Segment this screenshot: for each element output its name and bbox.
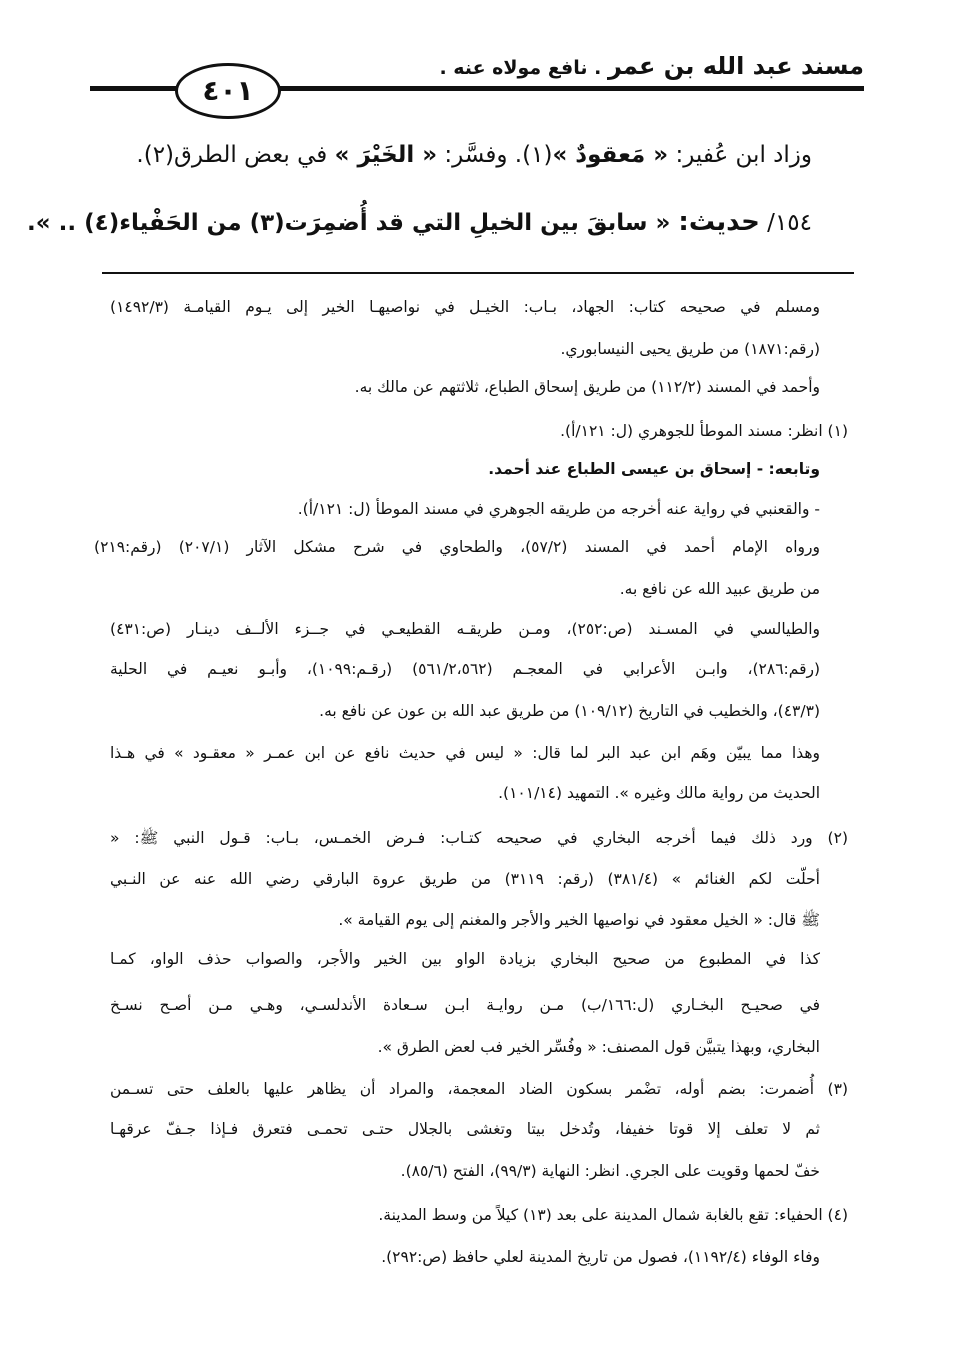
running-title-main: مسند عبد الله بن عمر	[607, 52, 864, 80]
main-text-span: (١). وفسَّر:	[437, 142, 553, 168]
footnote-line: وهذا مما يبيّن وهَم ابن عبد البر لما قال: « ليس في حديث نافع عن ابن عمـر « معقـود » في هـذا	[110, 744, 820, 762]
footnote-line: (٤) الحفياء: تقع بالغابة شمال المدينة على بعد (١٣) كيلاً من وسط المدينة.	[378, 1206, 848, 1224]
footnote-line: وأحمد في المسند (١١٢/٢) من طريق إسحاق الطباع، ثلاثتهم عن مالك به.	[354, 378, 820, 396]
page-number: ٤٠١	[202, 74, 254, 107]
footnote-line: كذا في المطبوع من صحيح البخاري بزيادة الواو بين الخير والأجر، والصواب حذف الواو، كمـا	[110, 950, 820, 968]
footnote-line: ورواه الإمام أحمد في المسند (٥٧/٢)، والطحاوي في شرح مشكل الآثار (٢٠٧/١) (رقم:٢١٩)	[94, 538, 820, 556]
footnote-line: الحديث من رواية مالك وغيره ». التمهيد (١٠١/١٤).	[498, 784, 820, 802]
main-text-quote-khayr: « الخَيْرَ »	[334, 142, 438, 168]
footnote-line: وفاء الوفاء (١١٩٢/٤)، فصول من تاريخ المدينة لعلي حافظ (ص:٢٩٢).	[381, 1248, 820, 1266]
hadith-number: ١٥٤/	[759, 210, 812, 236]
running-title	[439, 52, 864, 80]
hadith-text: « سابقَ بين الخيلِ التي قد أُضمِرَت(٣) من الحَفْياء(٤) .. ».	[27, 210, 679, 236]
footnote-line: - والقعنبي في رواية عنه أخرجه من طريقه الجوهري في مسند الموطأ (ل: ١٢١/أ).	[297, 500, 820, 518]
hadith-keyword: حديث:	[678, 207, 760, 237]
footnote-line: وتابعه: - إسحاق بن عيسى الطباع عند أحمد.	[488, 460, 820, 478]
running-title-sub: . نافع مولاه عنه .	[439, 57, 602, 79]
footnote-line: في صحيـح البخـاري (ل:١٦٦/ب) مـن روايـة ابـن سـعادة الأندلسـي، وهـي مـن أصـح نسـخ	[110, 996, 820, 1014]
footnote-line: ﷺ قال: « الخيل معقود في نواصيها الخير والأجر والمغنم إلى يوم القيامة ».	[338, 911, 820, 929]
footnote-line: (رقم:٢٨٦)، وابـن الأعرابي في المعجـم (٥٦١/٢،٥٦٢) (رقـم:١٠٩٩)، وأبـو نعيـم في الحلية	[110, 660, 821, 678]
footnote-line: من طريق عبيد الله عن نافع به.	[619, 580, 820, 598]
footnote-line: البخاري، وبهذا يتبيَّن قول المصنف: « وفُسِّر الخير فب لعض الطرق ».	[377, 1038, 820, 1056]
footnote-line: أحلّت لكم الغنائم » (٣٨١/٤) (رقم: ٣١١٩) من طريق عروة البارقي رضي الله عنه عن النـبي	[110, 870, 820, 888]
footnote-line: خفّ لحمها وقويت على الجري. انظر: النهاية (٩٩/٣)، الفتح (٨٥/٦).	[400, 1162, 820, 1180]
footnote-line: ثم لا تعلف إلا قوتا خفيفا، وتُدخل بيتا وتغشى بالجلال حتـى تحمـى فتعرق فـإذا جـفّ عرقهـا	[110, 1120, 820, 1138]
main-text-line-1	[136, 142, 812, 168]
page-number-oval	[175, 63, 281, 119]
footnote-line: (١) انظر: مسند الموطأ للجوهري (ل: ١٢١/أ).	[560, 422, 848, 440]
main-text-quote-maqud: « مَعقودٌ »	[552, 142, 669, 168]
footnote-line: ومسلم في صحيحه كتاب: الجهاد، بـاب: الخيـل في نواصيهـا الخير إلى يـوم القيامـة (١٤٩٢/٣)	[110, 298, 820, 316]
footnote-separator	[102, 272, 854, 274]
main-text-span: وزاد ابن عُفير:	[668, 142, 812, 168]
footnote-line: (رقم:١٨٧١) من طريق يحيى النيسابوري.	[560, 340, 820, 358]
footnote-line: والطيالسي في المسـند (ص:٢٥٢)، ومـن طريقـه القطيعـي في جــزء الألــف دينـار (ص:٤٣١)	[110, 620, 820, 638]
main-text-span: في بعض الطرق(٢).	[136, 142, 335, 168]
main-text-line-2	[27, 207, 812, 237]
footnote-line: (٣) أُضمرت: بضم أوله، تضْمر بسكون الضاد المعجمة، والمراد أن يظاهر عليها بالعلف حتى تسـمن	[110, 1080, 848, 1098]
footnote-line: (٢) ورد ذلك فيما أخرجه البخاري في صحيحه كتـاب: فـرض الخمـس، بـاب: قـول النبي ﷺ: «	[110, 829, 848, 847]
footnote-line: (٤٣/٣)، والخطيب في التاريخ (١٠٩/١٢) من طريق عبد الله بن عون عن نافع به.	[319, 702, 820, 720]
